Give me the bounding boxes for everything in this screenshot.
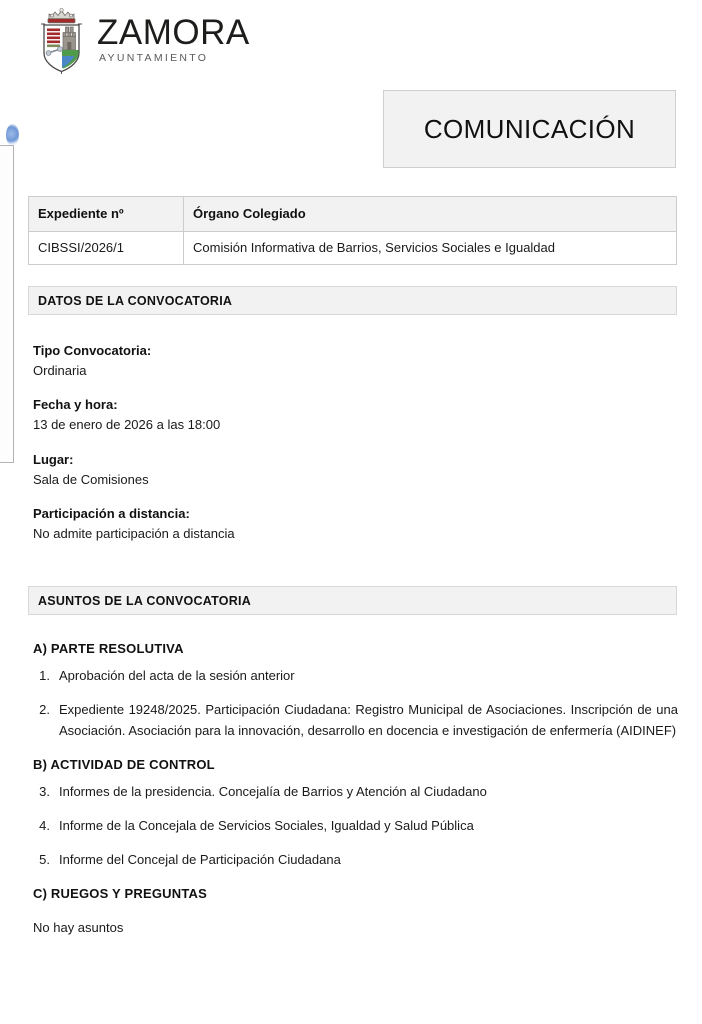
column-header-organo: Órgano Colegiado xyxy=(184,197,677,232)
item-number: 5. xyxy=(39,852,50,868)
field-label: Fecha y hora: xyxy=(33,397,118,413)
field-participacion-distancia xyxy=(33,504,653,544)
cell-organo-colegiado: Comisión Informativa de Barrios, Servicios Sociales e Igualdad xyxy=(184,232,677,265)
list-item xyxy=(33,849,678,870)
logo-subtitle: AYUNTAMIENTO xyxy=(99,51,209,64)
item-text: Informe del Concejal de Participación Ciudadana xyxy=(59,852,341,868)
section-title-datos: DATOS DE LA CONVOCATORIA xyxy=(38,293,233,308)
item-text: Aprobación del acta de la sesión anterior xyxy=(59,668,295,683)
item-number: 4. xyxy=(39,818,50,834)
list-item xyxy=(33,781,678,802)
expand-panel-handle[interactable] xyxy=(6,124,19,146)
group-note: No hay asuntos xyxy=(33,920,124,936)
collapsed-side-panel[interactable] xyxy=(0,145,14,463)
field-value: 13 de enero de 2026 a las 18:00 xyxy=(33,417,221,433)
list-item xyxy=(33,699,678,741)
logo-wordmark: ZAMORA xyxy=(97,13,250,52)
asuntos-group-b xyxy=(33,757,678,870)
logo-wordmark-group xyxy=(97,6,250,63)
field-value: Sala de Comisiones xyxy=(33,471,149,487)
document-type-box xyxy=(383,90,676,168)
field-value: No admite participación a distancia xyxy=(33,525,235,541)
section-title-asuntos: ASUNTOS DE LA CONVOCATORIA xyxy=(38,593,251,608)
field-label: Lugar: xyxy=(33,451,74,467)
field-label: Participación a distancia: xyxy=(33,505,190,521)
asuntos-group-c xyxy=(33,886,678,939)
item-list xyxy=(33,781,678,870)
field-lugar xyxy=(33,450,653,490)
item-number: 1. xyxy=(39,668,50,683)
expediente-table xyxy=(28,196,677,265)
field-value: Ordinaria xyxy=(33,363,87,379)
asuntos-list xyxy=(33,641,678,939)
item-number: 2. xyxy=(39,702,50,718)
field-fecha-hora xyxy=(33,395,653,435)
group-heading: A) PARTE RESOLUTIVA xyxy=(33,641,184,656)
table-header-row xyxy=(29,197,677,232)
zamora-crest-icon xyxy=(33,6,93,74)
asuntos-group-a xyxy=(33,641,678,741)
cell-expediente-numero: CIBSSI/2026/1 xyxy=(29,232,184,265)
section-bar-datos xyxy=(28,286,677,315)
zamora-logo xyxy=(33,6,250,74)
table-row xyxy=(29,232,677,265)
document-header xyxy=(0,0,702,178)
item-text: Expediente 19248/2025. Participación Ciudadana: Registro Municipal de Asociaciones. Inscripción de una Asociación. Asociación para la innovación, desarrollo en docencia e investigación de enfermería (AIDINEF) xyxy=(59,702,678,739)
list-item xyxy=(33,815,678,836)
group-heading: B) ACTIVIDAD DE CONTROL xyxy=(33,757,215,773)
item-text: Informes de la presidencia. Concejalía de Barrios y Atención al Ciudadano xyxy=(59,784,487,800)
item-text: Informe de la Concejala de Servicios Sociales, Igualdad y Salud Pública xyxy=(59,818,474,834)
group-heading: C) RUEGOS Y PREGUNTAS xyxy=(33,886,207,902)
item-number: 3. xyxy=(39,784,50,800)
field-tipo-convocatoria xyxy=(33,341,653,381)
convocatoria-fields xyxy=(33,341,653,544)
document-type-title: COMUNICACIÓN xyxy=(423,113,636,144)
column-header-expediente: Expediente nº xyxy=(29,197,184,232)
field-label: Tipo Convocatoria: xyxy=(33,343,152,358)
list-item xyxy=(33,665,678,686)
section-bar-asuntos xyxy=(28,586,677,615)
item-list xyxy=(33,665,678,741)
